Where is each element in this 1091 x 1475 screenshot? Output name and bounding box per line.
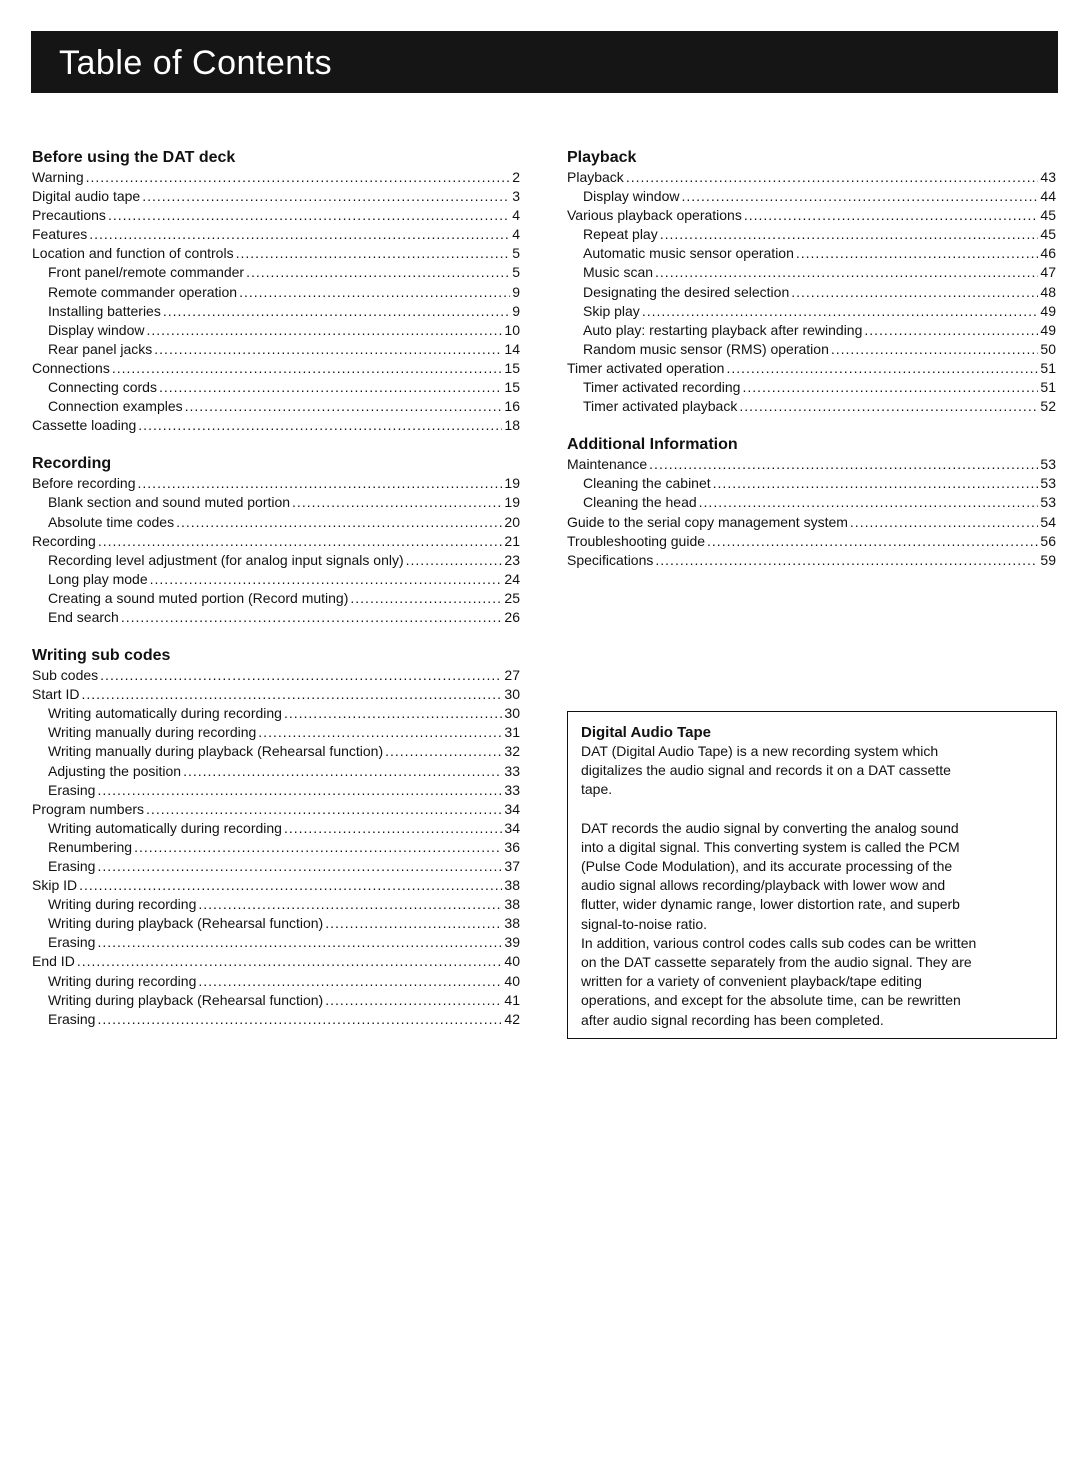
dot-leader — [97, 781, 502, 800]
toc-entry[interactable] — [32, 800, 520, 819]
toc-entry-page: 38 — [504, 896, 520, 913]
toc-entry-label: Display window — [583, 188, 680, 205]
toc-entry[interactable] — [567, 513, 1056, 532]
toc-entry-page: 34 — [504, 819, 520, 836]
toc-entry[interactable] — [32, 895, 520, 914]
dot-leader — [97, 933, 502, 952]
dot-leader — [791, 283, 1038, 302]
toc-entry[interactable] — [567, 455, 1056, 474]
toc-entry[interactable] — [567, 474, 1056, 493]
dot-leader — [707, 532, 1038, 551]
dot-leader — [796, 244, 1039, 263]
toc-entry-page: 37 — [504, 858, 520, 874]
toc-entry-label: Sub codes — [32, 667, 99, 684]
toc-entry-label: Precautions — [32, 207, 106, 224]
toc-entry-label: Auto play: restarting playback after rewinding — [583, 321, 863, 338]
toc-entry[interactable] — [32, 321, 520, 340]
dot-leader — [864, 321, 1038, 340]
dot-leader — [726, 359, 1038, 378]
toc-entry-page: 49 — [1040, 321, 1056, 338]
dot-leader — [112, 359, 503, 378]
info-line: flutter, wider dynamic range, lower distortion rate, and superb — [581, 896, 960, 913]
right-column — [567, 148, 1056, 570]
toc-entry[interactable] — [32, 972, 520, 991]
toc-entry-label: Repeat play — [583, 226, 658, 243]
digital-audio-tape-box — [567, 711, 1057, 1039]
toc-entry[interactable] — [32, 513, 520, 532]
toc-entry-page: 31 — [504, 724, 520, 741]
toc-entry[interactable] — [567, 225, 1056, 244]
toc-entry[interactable] — [32, 762, 520, 781]
toc-entry-label: Front panel/remote commander — [48, 264, 245, 281]
toc-entry-label: Cleaning the head — [583, 494, 697, 511]
dot-leader — [239, 283, 510, 302]
toc-entry-label: Recording — [32, 532, 96, 549]
toc-entry-label: Absolute time codes — [48, 513, 175, 530]
toc-entry-page: 59 — [1040, 551, 1056, 568]
toc-entry[interactable] — [32, 187, 520, 206]
toc-entry-label: Erasing — [48, 934, 96, 951]
toc-entry-page: 40 — [504, 972, 520, 989]
toc-entry[interactable] — [32, 723, 520, 742]
toc-entry-page: 5 — [512, 264, 520, 281]
toc-entry-page: 48 — [1040, 283, 1056, 300]
toc-entry[interactable] — [567, 263, 1056, 282]
toc-entry-page: 38 — [504, 915, 520, 932]
toc-entry-label: Writing during recording — [48, 972, 197, 989]
toc-entry-label: Erasing — [48, 1010, 96, 1027]
dot-leader — [642, 302, 1039, 321]
info-line: (Pulse Code Modulation), and its accurate processing of the — [581, 858, 953, 875]
toc-entry-page: 47 — [1040, 264, 1056, 281]
toc-entry-label: Troubleshooting guide — [567, 532, 706, 549]
toc-entry-page: 53 — [1040, 475, 1056, 492]
toc-entry-label: Maintenance — [567, 456, 648, 473]
toc-entry[interactable] — [567, 378, 1056, 397]
toc-entry-page: 15 — [504, 359, 520, 376]
dot-leader — [146, 800, 502, 819]
info-line: signal-to-noise ratio. — [581, 915, 708, 932]
toc-entry[interactable] — [32, 416, 520, 435]
toc-entry-page: 4 — [512, 207, 520, 224]
toc-entry-page: 52 — [1040, 398, 1056, 415]
toc-entry-label: Cassette loading — [32, 417, 137, 434]
dot-leader — [108, 206, 510, 225]
dot-leader — [246, 263, 510, 282]
toc-entry-label: Installing batteries — [48, 302, 161, 319]
dot-leader — [739, 397, 1038, 416]
toc-entry-page: 49 — [1040, 302, 1056, 319]
toc-entry-label: Features — [32, 226, 88, 243]
info-line: after audio signal recording has been completed. — [581, 1011, 884, 1028]
info-line: In addition, various control codes calls sub codes can be written — [581, 934, 977, 951]
toc-entry-page: 41 — [504, 991, 520, 1008]
toc-entry[interactable] — [32, 570, 520, 589]
dot-leader — [713, 474, 1039, 493]
toc-entry-label: Timer activated playback — [583, 398, 738, 415]
toc-entry-page: 53 — [1040, 456, 1056, 473]
toc-entry[interactable] — [32, 914, 520, 933]
toc-entry-label: Specifications — [567, 551, 654, 568]
dot-leader — [100, 666, 502, 685]
toc-entry[interactable] — [567, 206, 1056, 225]
toc-entry-page: 53 — [1040, 494, 1056, 511]
dot-leader — [198, 972, 502, 991]
toc-entry[interactable] — [32, 551, 520, 570]
toc-entry-page: 51 — [1040, 379, 1056, 396]
toc-entry-page: 4 — [512, 226, 520, 243]
toc-entry-label: Start ID — [32, 686, 80, 703]
dot-leader — [89, 225, 510, 244]
toc-entry-page: 46 — [1040, 245, 1056, 262]
toc-entry-page: 54 — [1040, 513, 1056, 530]
toc-entry[interactable] — [32, 474, 520, 493]
dot-leader — [138, 474, 503, 493]
dot-leader — [97, 1010, 502, 1029]
dot-leader — [655, 551, 1038, 570]
toc-entry[interactable] — [32, 876, 520, 895]
dot-leader — [850, 513, 1039, 532]
toc-entry-page: 42 — [504, 1010, 520, 1027]
info-line: on the DAT cassette separately from the audio signal. They are — [581, 954, 972, 971]
toc-entry-label: Automatic music sensor operation — [583, 245, 794, 262]
toc-entry[interactable] — [32, 225, 520, 244]
toc-entry-page: 15 — [504, 379, 520, 396]
toc-entry[interactable] — [32, 838, 520, 857]
toc-entry-page: 50 — [1040, 340, 1056, 357]
toc-entry[interactable] — [32, 685, 520, 704]
toc-entry-page: 10 — [504, 321, 520, 338]
toc-entry-label: Long play mode — [48, 570, 148, 587]
dot-leader — [831, 340, 1039, 359]
section-heading: Writing sub codes — [32, 647, 171, 665]
toc-entry[interactable] — [32, 244, 520, 263]
toc-entry-page: 43 — [1040, 169, 1056, 185]
toc-entry-page: 9 — [512, 302, 520, 319]
toc-entry[interactable] — [32, 857, 520, 876]
toc-entry[interactable] — [32, 991, 520, 1010]
toc-entry[interactable] — [32, 378, 520, 397]
toc-entry[interactable] — [32, 532, 520, 551]
toc-entry[interactable] — [567, 283, 1056, 302]
toc-entry-page: 36 — [504, 838, 520, 855]
toc-entry-page: 39 — [504, 934, 520, 951]
toc-entry-page: 19 — [504, 494, 520, 511]
toc-entry-label: Rear panel jacks — [48, 340, 153, 357]
toc-entry[interactable] — [32, 340, 520, 359]
page-title: Table of Contents — [59, 44, 333, 82]
toc-entry-label: Connection examples — [48, 398, 183, 415]
toc-entry-page: 5 — [512, 245, 520, 262]
toc-entry-page: 56 — [1040, 532, 1056, 549]
toc-entry[interactable] — [32, 608, 520, 627]
toc-entry-page: 9 — [512, 283, 520, 300]
toc-entry[interactable] — [567, 168, 1056, 187]
toc-entry[interactable] — [32, 168, 520, 187]
toc-entry-label: Cleaning the cabinet — [583, 475, 711, 492]
dot-leader — [681, 187, 1038, 206]
dot-leader — [660, 225, 1039, 244]
dot-leader — [284, 819, 502, 838]
dot-leader — [81, 685, 502, 704]
toc-entry-label: Skip ID — [32, 877, 78, 894]
toc-entry-label: Connecting cords — [48, 379, 157, 396]
toc-entry[interactable] — [567, 359, 1056, 378]
toc-entry-label: Random music sensor (RMS) operation — [583, 340, 829, 357]
dot-leader — [77, 952, 503, 971]
toc-entry-page: 18 — [504, 417, 520, 434]
toc-entry[interactable] — [32, 742, 520, 761]
dot-leader — [159, 378, 502, 397]
toc-entry-label: Designating the desired selection — [583, 283, 790, 300]
toc-entry-page: 21 — [504, 532, 520, 549]
dot-leader — [350, 589, 502, 608]
toc-entry-label: Writing automatically during recording — [48, 705, 282, 722]
toc-entry[interactable] — [567, 551, 1056, 570]
toc-entry-label: End search — [48, 608, 119, 625]
toc-entry-page: 33 — [504, 762, 520, 779]
dot-leader — [699, 493, 1039, 512]
dot-leader — [142, 187, 510, 206]
dot-leader — [176, 513, 502, 532]
toc-entry-label: Playback — [567, 169, 624, 185]
dot-leader — [121, 608, 503, 627]
title-bar — [31, 31, 1058, 93]
info-box-paragraph-3 — [581, 934, 1042, 1030]
section-gap — [32, 435, 520, 454]
toc-entry-label: Writing during playback (Rehearsal function) — [48, 915, 324, 932]
toc-entry[interactable] — [32, 206, 520, 225]
toc-entry-label: Warning — [32, 169, 84, 185]
toc-entry-label: Timer activated operation — [567, 359, 725, 376]
dot-leader — [86, 168, 511, 187]
toc-entry-label: Writing during playback (Rehearsal function) — [48, 991, 324, 1008]
toc-entry[interactable] — [567, 340, 1056, 359]
toc-entry-label: Connections — [32, 359, 110, 376]
toc-entry-page: 30 — [504, 705, 520, 722]
toc-entry-page: 27 — [504, 667, 520, 684]
toc-entry-label: Before recording — [32, 475, 136, 492]
section-heading: Additional Information — [567, 436, 738, 454]
toc-entry-label: Writing manually during recording — [48, 724, 257, 741]
toc-entry[interactable] — [567, 321, 1056, 340]
section-heading: Recording — [32, 455, 112, 473]
dot-leader — [98, 532, 503, 551]
info-line: into a digital signal. This converting system is called the PCM — [581, 838, 960, 855]
toc-entry-label: Music scan — [583, 264, 654, 281]
toc-entry-page: 45 — [1040, 226, 1056, 243]
info-line: audio signal allows recording/playback with lower wow and — [581, 877, 946, 894]
toc-entry-label: Blank section and sound muted portion — [48, 494, 291, 511]
toc-entry[interactable] — [32, 704, 520, 723]
dot-leader — [655, 263, 1038, 282]
toc-entry[interactable] — [32, 589, 520, 608]
toc-entry-label: Location and function of controls — [32, 245, 234, 262]
toc-entry[interactable] — [567, 302, 1056, 321]
toc-entry-page: 45 — [1040, 207, 1056, 224]
toc-entry-page: 24 — [504, 570, 520, 587]
info-box-paragraph-1 — [581, 742, 1042, 800]
toc-entry-page: 14 — [504, 340, 520, 357]
toc-entry-label: Timer activated recording — [583, 379, 741, 396]
toc-entry-label: Remote commander operation — [48, 283, 238, 300]
info-line: digitalizes the audio signal and records it on a DAT cassette — [581, 762, 951, 779]
toc-entry-label: Various playback operations — [567, 207, 742, 224]
toc-entry-label: Writing automatically during recording — [48, 819, 282, 836]
toc-entry[interactable] — [567, 397, 1056, 416]
dot-leader — [79, 876, 502, 895]
dot-leader — [649, 455, 1038, 474]
toc-entry[interactable] — [32, 666, 520, 685]
dot-leader — [742, 378, 1038, 397]
dot-leader — [325, 914, 502, 933]
section-heading: Playback — [567, 149, 637, 166]
toc-entry-page: 19 — [504, 475, 520, 492]
toc-entry-label: Erasing — [48, 781, 96, 798]
info-line: DAT records the audio signal by converting the analog sound — [581, 819, 959, 836]
toc-entry-page: 23 — [504, 551, 520, 568]
toc-entry-page: 38 — [504, 877, 520, 894]
info-line: DAT (Digital Audio Tape) is a new recording system which — [581, 743, 939, 759]
dot-leader — [258, 723, 502, 742]
toc-entry-label: Guide to the serial copy management system — [567, 513, 848, 530]
toc-entry-page: 32 — [504, 743, 520, 760]
toc-entry[interactable] — [32, 397, 520, 416]
toc-entry-label: End ID — [32, 953, 75, 970]
toc-entry-label: Skip play — [583, 302, 640, 319]
toc-entry-label: Erasing — [48, 858, 96, 874]
info-line: written for a variety of convenient playback/tape editing — [581, 973, 922, 990]
dot-leader — [325, 991, 502, 1010]
toc-entry-label: Adjusting the position — [48, 762, 182, 779]
toc-entry-label: Program numbers — [32, 800, 145, 817]
toc-entry[interactable] — [32, 933, 520, 952]
toc-entry-page: 2 — [512, 169, 520, 185]
info-line: operations, and except for the absolute time, can be rewritten — [581, 992, 961, 1009]
info-line: tape. — [581, 781, 613, 798]
dot-leader — [163, 302, 510, 321]
toc-entry-page: 16 — [504, 398, 520, 415]
toc-entry-label: Recording level adjustment (for analog input signals only) — [48, 551, 404, 568]
dot-leader — [185, 397, 503, 416]
info-box-title: Digital Audio Tape — [581, 724, 711, 741]
dot-leader — [134, 838, 502, 857]
dot-leader — [154, 340, 502, 359]
toc-entry[interactable] — [32, 302, 520, 321]
dot-leader — [198, 895, 502, 914]
dot-leader — [150, 570, 503, 589]
toc-entry[interactable] — [32, 359, 520, 378]
toc-entry-page: 33 — [504, 781, 520, 798]
dot-leader — [744, 206, 1039, 225]
toc-entry-page: 51 — [1040, 359, 1056, 376]
dot-leader — [97, 857, 502, 876]
dot-leader — [183, 762, 502, 781]
toc-entry-label: Writing manually during playback (Rehearsal function) — [48, 743, 384, 760]
toc-entry-page: 25 — [504, 589, 520, 606]
toc-entry[interactable] — [32, 283, 520, 302]
toc-entry[interactable] — [567, 532, 1056, 551]
toc-entry[interactable] — [567, 244, 1056, 263]
toc-entry-page: 40 — [504, 953, 520, 970]
left-column — [32, 148, 520, 1029]
dot-leader — [292, 493, 502, 512]
dot-leader — [138, 416, 502, 435]
toc-entry[interactable] — [32, 781, 520, 800]
dot-leader — [284, 704, 502, 723]
toc-entry[interactable] — [567, 493, 1056, 512]
toc-entry-label: Display window — [48, 321, 145, 338]
toc-entry[interactable] — [32, 263, 520, 282]
section-heading: Before using the DAT deck — [32, 149, 236, 166]
toc-entry-page: 34 — [504, 800, 520, 817]
dot-leader — [236, 244, 511, 263]
toc-entry-label: Creating a sound muted portion (Record muting) — [48, 589, 349, 606]
toc-entry-page: 20 — [504, 513, 520, 530]
toc-entry-label: Writing during recording — [48, 896, 197, 913]
toc-entry-page: 3 — [512, 188, 520, 205]
toc-entry-label: Renumbering — [48, 838, 133, 855]
dot-leader — [146, 321, 502, 340]
toc-entry[interactable] — [32, 952, 520, 971]
info-box-paragraph-2 — [581, 819, 1042, 934]
toc-entry-page: 30 — [504, 686, 520, 703]
dot-leader — [385, 742, 502, 761]
toc-entry[interactable] — [32, 819, 520, 838]
toc-entry-page: 44 — [1040, 188, 1056, 205]
section-gap — [567, 416, 1056, 435]
toc-entry[interactable] — [32, 493, 520, 512]
toc-entry[interactable] — [32, 1010, 520, 1029]
dot-leader — [406, 551, 503, 570]
section-gap — [32, 627, 520, 646]
toc-entry[interactable] — [567, 187, 1056, 206]
toc-entry-label: Digital audio tape — [32, 188, 141, 205]
toc-entry-page: 26 — [504, 608, 520, 625]
dot-leader — [626, 168, 1039, 187]
